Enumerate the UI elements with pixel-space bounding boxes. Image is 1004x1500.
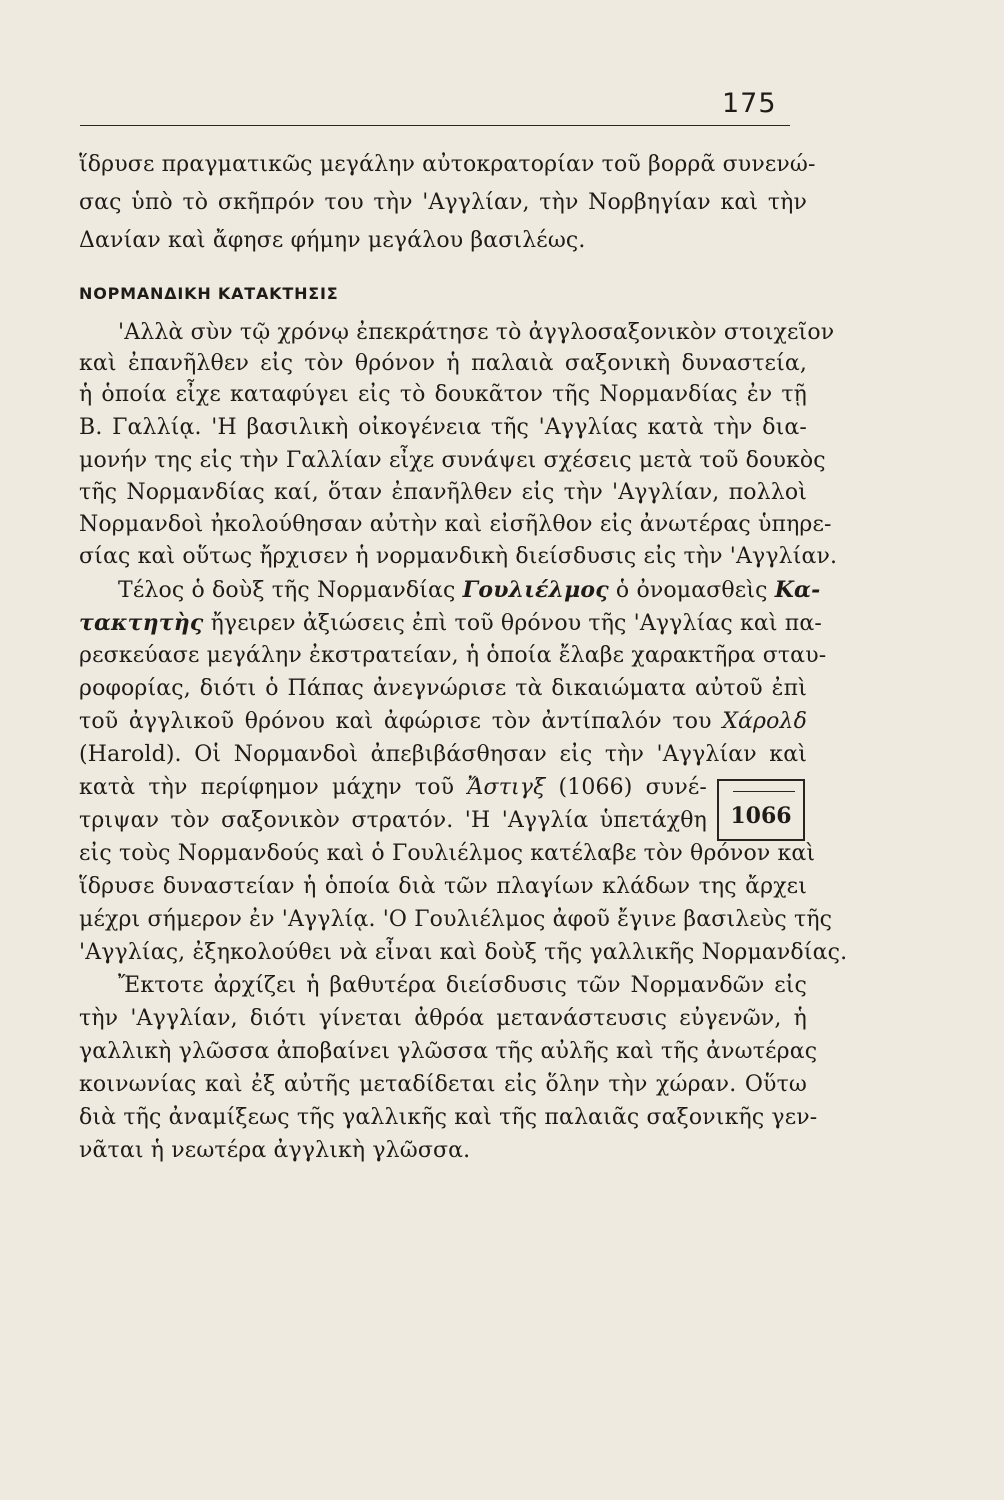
text-line xyxy=(79,608,823,639)
margin-date-box xyxy=(717,779,805,841)
section-heading: ΝΟΡΜΑΝΔΙΚΗ ΚΑΤΑΚΤΗΣΙΣ xyxy=(79,284,339,303)
text-line: ἡ ὁποία εἶχε καταφύγει εἰς τὸ δουκᾶτον τῆς Νορμανδίας ἐν τῇ xyxy=(79,382,807,407)
text-segment: Τέλος ὁ δοὺξ τῆς Νορμανδίας xyxy=(118,578,463,603)
text-segment: κατὰ τὴν περίφημον μάχην τοῦ xyxy=(79,775,468,800)
text-line: σίας καὶ οὕτως ἤρχισεν ἡ νορμανδικὴ διείσδυσις εἰς τὴν 'Αγγλίαν. xyxy=(79,544,838,569)
text-line: γαλλικὴ γλῶσσα ἀποβαίνει γλῶσσα τῆς αὐλῆς καὶ τῆς ἀνωτέρας xyxy=(79,1039,818,1064)
text-segment: (1066) συνέ- xyxy=(545,775,707,800)
page-number: 175 xyxy=(722,88,777,119)
text-line: 'Αγγλίας, ἐξηκολούθει νὰ εἶναι καὶ δοὺξ τῆς γαλλικῆς Νορμανδίας. xyxy=(79,940,848,965)
text-line: τριψαν τὸν σαξονικὸν στρατόν. 'Η 'Αγγλία ὑπετάχθη xyxy=(79,808,707,833)
text-line: Β. Γαλλίᾳ. 'Η βασιλικὴ οἰκογένεια τῆς 'Αγγλίας κατὰ τὴν δια- xyxy=(79,415,807,440)
text-line: μέχρι σήμερον ἐν 'Αγγλίᾳ. 'Ο Γουλιέλμος ἀφοῦ ἔγινε βασιλεὺς τῆς xyxy=(79,907,833,932)
text-line xyxy=(118,575,821,606)
text-line: Ἔκτοτε ἀρχίζει ἡ βαθυτέρα διείσδυσις τῶν Νορμανδῶν εἰς xyxy=(118,973,807,998)
text-segment: ὁ ὀνομασθεὶς xyxy=(608,578,775,603)
text-line: μονήν της εἰς τὴν Γαλλίαν εἶχε συνάψει σχέσεις μετὰ τοῦ δουκὸς xyxy=(79,448,826,473)
text-line xyxy=(79,773,707,803)
text-segment: ἤγειρεν ἀξιώσεις ἐπὶ τοῦ θρόνου τῆς 'Αγγλίας καὶ πα- xyxy=(203,611,823,636)
text-line: τὴν 'Αγγλίαν, διότι γίνεται ἀθρόα μετανάστευσις εὐγενῶν, ἡ xyxy=(79,1006,807,1031)
text-line: 'Αλλὰ σὺν τῷ χρόνῳ ἐπεκράτησε τὸ ἀγγλοσαξονικὸν στοιχεῖον xyxy=(118,320,835,345)
text-line: Δανίαν καὶ ἄφησε φήμην μεγάλου βασιλέως. xyxy=(79,228,586,253)
title-conqueror: Κα- xyxy=(774,577,821,603)
name-guillaume: Γουλιέλμος xyxy=(462,577,609,603)
text-line: διὰ τῆς ἀναμίξεως τῆς γαλλικῆς καὶ τῆς παλαιᾶς σαξονικῆς γεν- xyxy=(79,1105,818,1130)
title-conqueror-cont: τακτητὴς xyxy=(79,610,204,636)
text-line: καὶ ἐπανῆλθεν εἰς τὸν θρόνον ἡ παλαιὰ σαξονικὴ δυναστεία, xyxy=(79,351,807,376)
text-line: νᾶται ἡ νεωτέρα ἀγγλικὴ γλῶσσα. xyxy=(79,1138,471,1163)
text-line xyxy=(79,707,807,737)
text-line: Νορμανδοὶ ἠκολούθησαν αὐτὴν καὶ εἰσῆλθον εἰς ἀνωτέρας ὑπηρε- xyxy=(79,512,832,537)
header-rule xyxy=(80,125,790,126)
margin-date: 1066 xyxy=(730,803,792,829)
text-segment: τοῦ ἀγγλικοῦ θρόνου καὶ ἀφώρισε τὸν ἀντίπαλόν του xyxy=(79,709,723,734)
text-line: κοινωνίας καὶ ἐξ αὐτῆς μεταδίδεται εἰς ὅλην τὴν χώραν. Οὕτω xyxy=(79,1072,807,1097)
text-line: τῆς Νορμανδίας καί, ὅταν ἐπανῆλθεν εἰς τὴν 'Αγγλίαν, πολλοὶ xyxy=(79,480,807,505)
name-harold: Χάρολδ xyxy=(722,709,807,734)
text-line: ρεσκεύασε μεγάλην ἐκστρατείαν, ἡ ὁποία ἔλαβε χαρακτῆρα σταυ- xyxy=(79,643,827,668)
text-line: σας ὑπὸ τὸ σκῆπρόν του τὴν 'Αγγλίαν, τὴν Νορβηγίαν καὶ τὴν xyxy=(79,190,807,215)
text-line: ἵδρυσε πραγματικῶς μεγάλην αὐτοκρατορίαν τοῦ βορρᾶ συνενώ- xyxy=(79,152,816,177)
place-hastings: Ἄστιγξ xyxy=(467,775,546,800)
text-line: ροφορίας, διότι ὁ Πάπας ἀνεγνώρισε τὰ δικαιώματα αὐτοῦ ἐπὶ xyxy=(79,676,807,701)
text-line: (Harold). Οἱ Νορμανδοὶ ἀπεβιβάσθησαν εἰς τὴν 'Αγγλίαν καὶ xyxy=(79,742,807,767)
text-line: ἵδρυσε δυναστείαν ἡ ὁποία διὰ τῶν πλαγίων κλάδων της ἄρχει xyxy=(79,874,807,899)
text-line: εἰς τοὺς Νορμανδούς καὶ ὁ Γουλιέλμος κατέλαβε τὸν θρόνον καὶ xyxy=(79,841,816,866)
